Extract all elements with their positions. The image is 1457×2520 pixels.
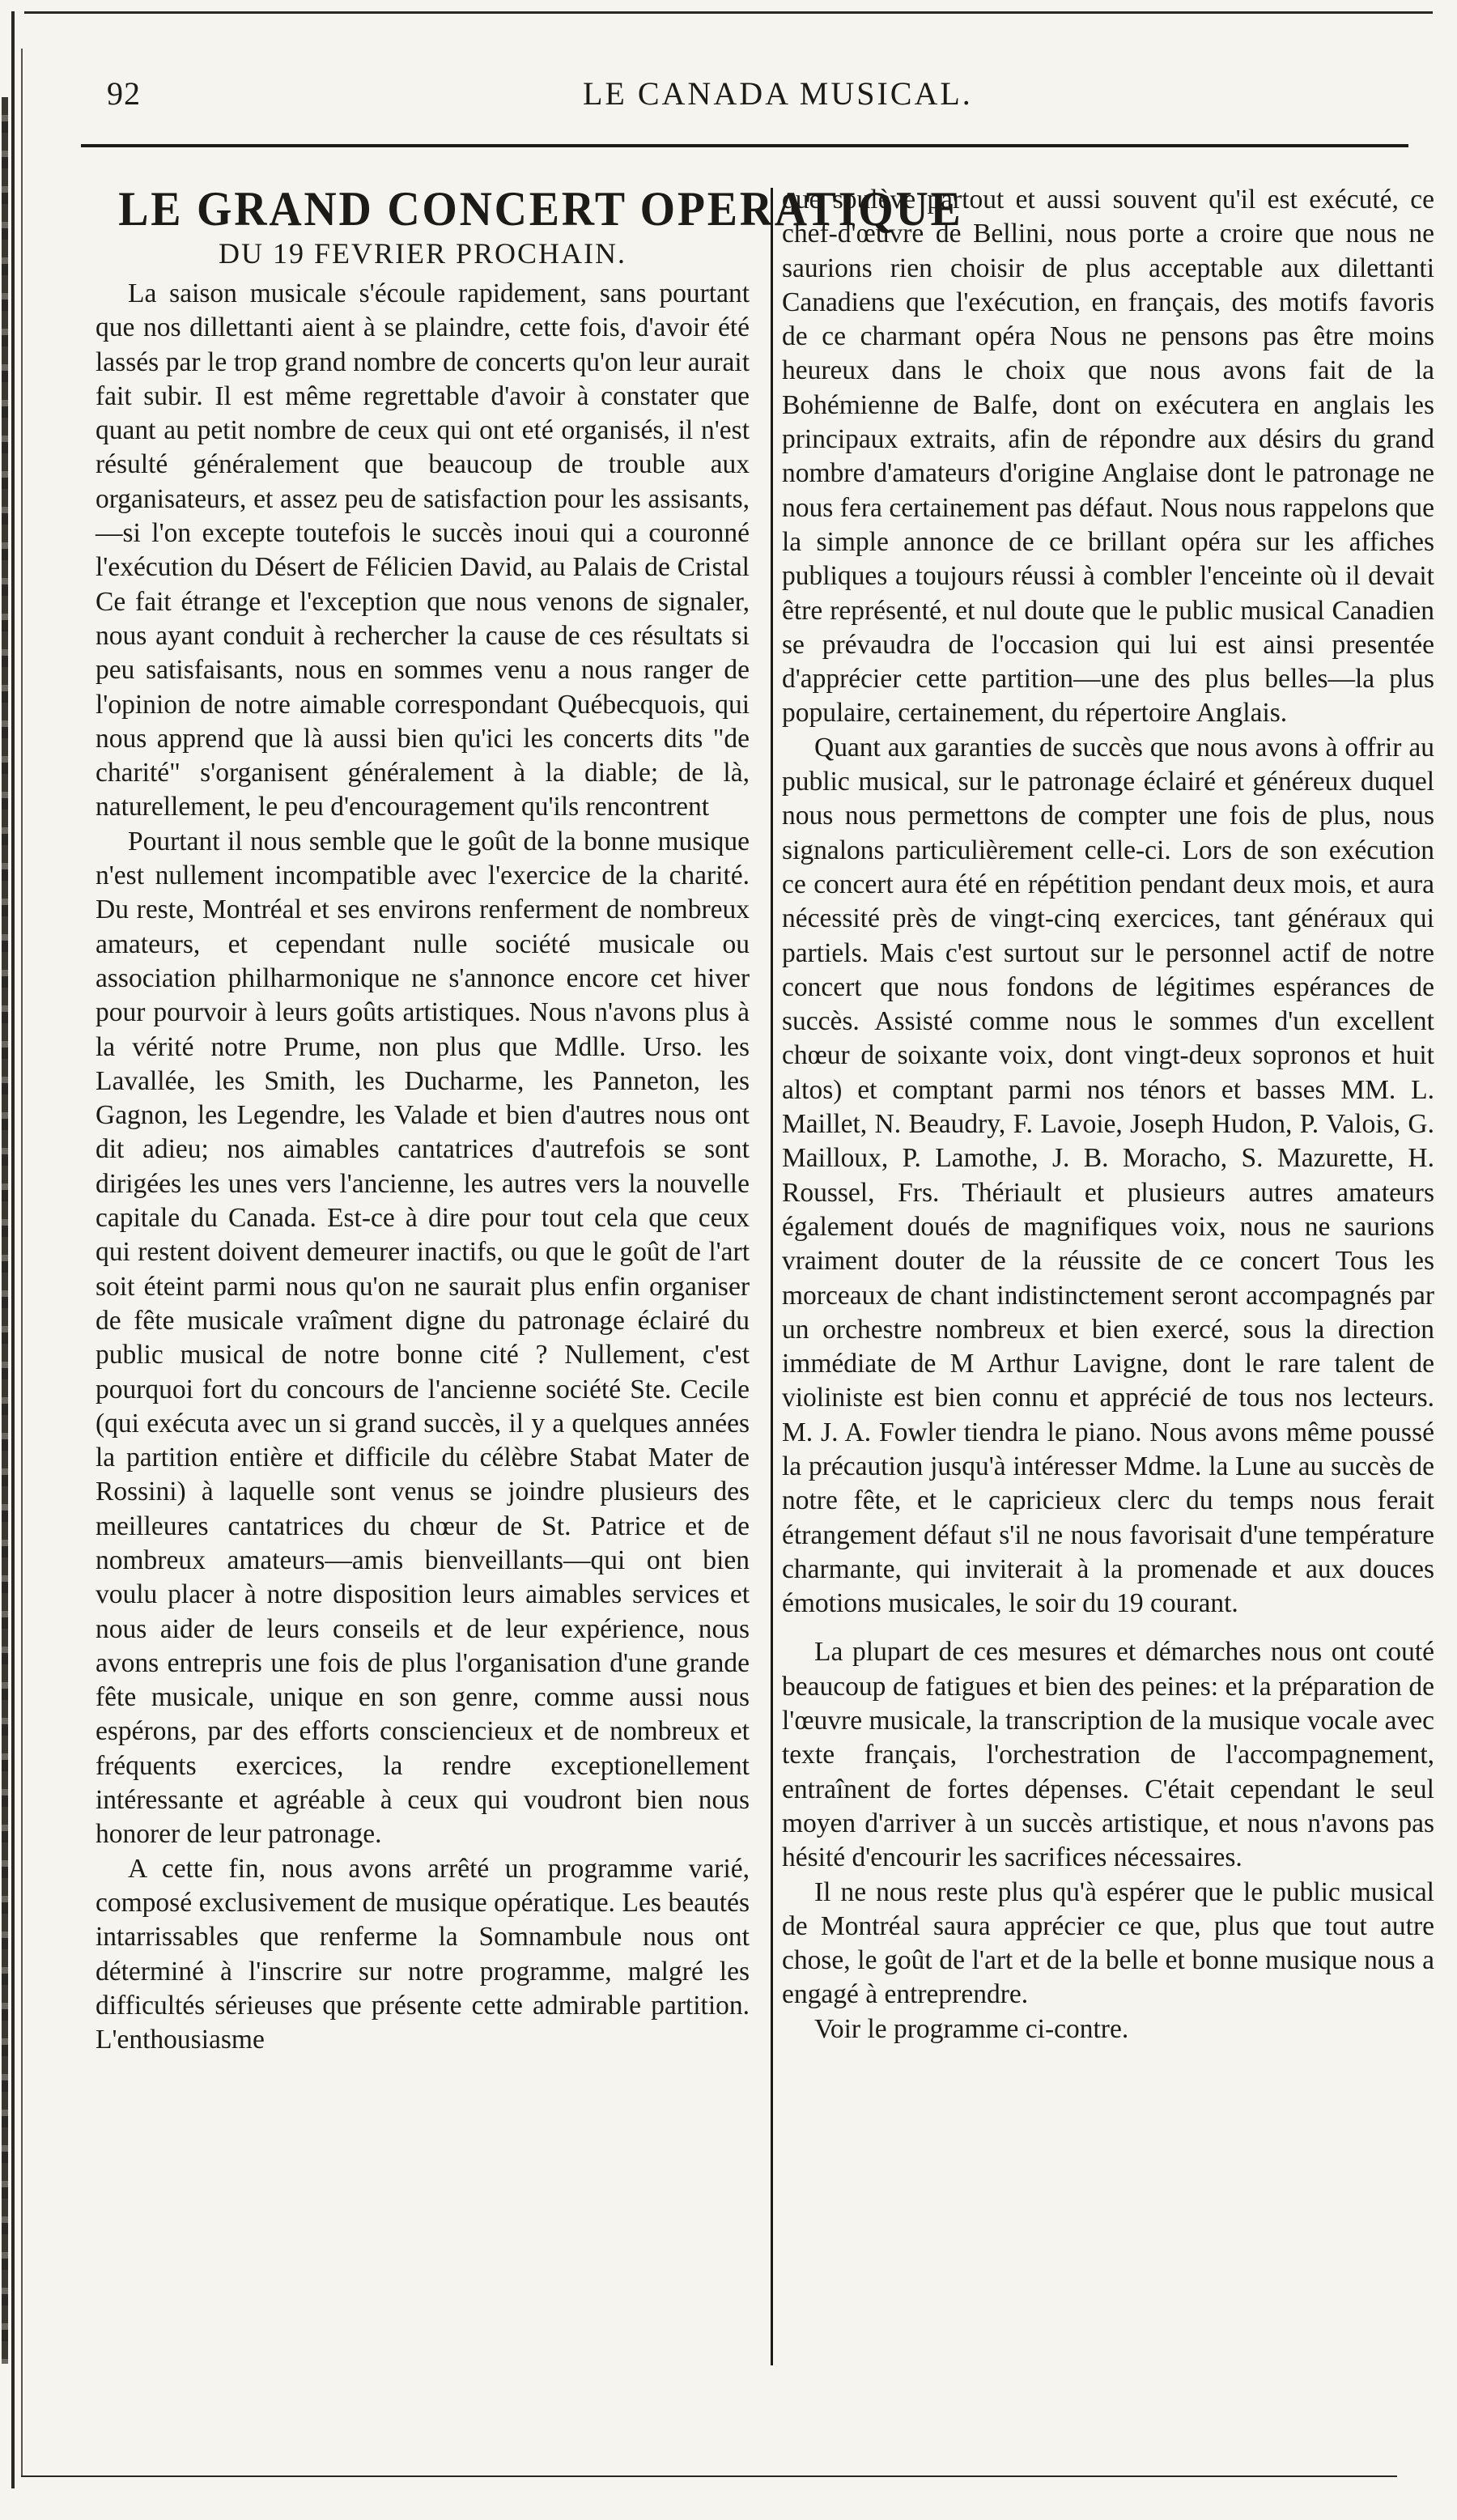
right-paragraph: La plupart de ces mesures et démarches nous ont couté beaucoup de fatigues et bien des peines: et la préparation de l'œuvre musicale, la transcription de la musique vocale avec texte français, l'orchestration de l'accompagnement, entraînent de fortes dépenses. C'était cependant le seul moyen d'arriver à un succès artistique, et nous n'avons pas hésité d'encourir les sacrifices nécessaires. [782,1637,1434,1873]
binding-edge [2,97,8,2364]
right-paragraph: que soulève partout et aussi souvent qu'il est exécuté, ce chef-d'œuvre de Bellini, nous porte a croire que nous ne saurions rien choisir de plus acceptable aux dilettanti Canadiens que l'exécution, en français, des motifs favoris de ce charmant opéra Nous ne pensons pas être moins heureux dans le choix que nous avons fait de la Bohémienne de Balfe, dont on exécutera en anglais les principaux extraits, afin de répondre aux désirs du grand nombre d'amateurs d'origine Anglaise dont le patronage ne nous fera certainement pas défaut. Nous nous rappelons que la simple annonce de ce brillant opéra sur les affiches publiques a toujours réussi à combler l'enceinte où il devait être représenté, et nul doute que le public musical Canadien se prévaudra de l'occasion qui lui est ainsi presentée d'apprécier cette partition—une des plus belles—la plus populaire, certainement, du répertoire Anglais. [782,185,1434,729]
page-border-left [11,11,15,2488]
right-paragraph: Voir le programme ci-contre. [814,2013,1129,2044]
page-border-inner-left [21,49,23,2477]
paragraph-gap [782,1621,1434,1635]
left-column [96,182,963,2057]
page-border-top [24,11,1433,14]
running-head: LE CANADA MUSICAL. [583,75,973,112]
column-rule [771,188,773,2365]
article-title: LE GRAND CONCERT OPERATIQUE [118,182,963,236]
left-paragraph: Pourtant il nous semble que le goût de la bonne musique n'est nullement incompatible avec l'exercice de la charité. Du reste, Montréal et ses environs renferment de nombreux amateurs, et cependant nulle société musicale ou association philharmonique ne s'annonce encore cet hiver pour pourvoir à leurs goûts artistiques. Nous n'avons plus à la vérité notre Prume, non plus que Mdlle. Urso. les Lavallée, les Smith, les Ducharme, les Panneton, les Gagnon, les Legendre, les Valade et bien d'autres nous ont dit adieu; nos aimables cantatrices d'autrefois se sont dirigées les unes vers l'ancienne, les autres vers la nouvelle capitale du Canada. Est-ce à dire pour tout cela que ceux qui restent doivent demeurer inactifs, ou que le goût de l'art soit éteint parmi nous qu'on ne saurait plus enfin organiser de fête musicale vraîment digne du patronage éclairé du public musical de notre bonne cité ? Nullement, c'est pourquoi fort du concours de l'ancienne société Ste. Cecile (qui exécuta avec un si grand succès, il y a quelques années la partition entière et difficile du célèbre Stabat Mater de Rossini) à laquelle sont venus se joindre plusieurs des meilleures cantatrices du chœur de St. Patrice et de nombreux amateurs—amis bienveillants—qui ont bien voulu placer à notre disposition leurs aimables services et nous aider de leurs conseils et de leur expérience, nous avons entrepris une fois de plus l'organisation d'une grande fête musicale, unique en son genre, comme aussi nous espérons, par des efforts consciencieux et de nombreux et fréquents exercices, la rendre exceptionellement intéressante et agréable à ceux qui voudront bien nous honorer de leur patronage. [96,826,750,1850]
right-column [782,183,1434,2046]
left-paragraph: A cette fin, nous avons arrêté un programme varié, composé exclusivement de musique opératique. Les beautés intarrissables que renferme la Somnambule nous ont déterminé à l'inscrire sur notre programme, malgré les difficultés sérieuses que présente cette admirable partition. L'enthousiasme [96,1853,750,2055]
article-subtitle: DU 19 FEVRIER PROCHAIN. [218,237,627,270]
right-paragraph: Quant aux garanties de succès que nous avons à offrir au public musical, sur le patronage éclairé et généreux duquel nous nous permettons de compter une fois de plus, nous signalons particulièrement celle-ci. Lors de son exécution ce concert aura été en répétition pendant deux mois, et aura nécessité près de vingt-cinq exercices, tant généraux qui partiels. Mais c'est surtout sur le personnel actif de notre concert que nous fondons de légitimes espérances de succès. Assisté comme nous le sommes d'un excellent chœur de soixante voix, dont vingt-deux sopronos et huit altos) et comptant parmi nos ténors et basses MM. L. Maillet, N. Beaudry, F. Lavoie, Joseph Hudon, P. Valois, G. Mailloux, P. Lamothe, J. B. Moracho, S. Mazurette, H. Roussel, Frs. Thériault et plusieurs autres amateurs également doués de magnifiques voix, nous ne saurions vraiment douter de la réussite de ce concert Tous les morceaux de chant indistinctement seront accompagnés par un orchestre nombreux et bien exercé, sous la direction immédiate de M Arthur Lavigne, dont le rare talent de violiniste est bien connu et apprécié de tous nos lecteurs. M. J. A. Fowler tiendra le piano. Nous avons même poussé la précaution jusqu'à intéresser Mdme. la Lune au succès de notre fête, et le capricieux clerc du temps nous ferait étrangement défaut s'il ne nous favorisait d'une température charmante, qui inviterait à la promenade et aux douces émotions musicales, le soir du 19 courant. [782,732,1434,1619]
page-border-bottom [21,2475,1397,2477]
page-number: 92 [107,75,141,112]
right-paragraph: Il ne nous reste plus qu'à espérer que le public musical de Montréal saura apprécier ce que, plus que tout autre chose, le goût de l'art et de la belle et bonne musique nous a engagé à entreprendre. [782,1876,1434,2010]
left-paragraph: La saison musicale s'écoule rapidement, sans pourtant que nos dillettanti aient à se plaindre, cette fois, d'avoir été lassés par le trop grand nombre de concerts qu'on leur aurait fait subir. Il est même regrettable d'avoir à constater que quant au petit nombre de ceux qui ont eté organisés, il n'est résulté généralement que beaucoup de trouble aux organisateurs, et assez peu de satisfaction pour les assisants,—si l'on excepte toutefois le succès inoui qui a couronné l'exécution du Désert de Félicien David, au Palais de Cristal Ce fait étrange et l'exception que nous venons de signaler, nous ayant conduit à rechercher la cause de ces résultats si peu satisfaisants, nous en sommes venu a nous ranger de l'opinion de notre aimable correspondant Québecquois, qui nous apprend que là aussi bien qu'ici les concerts dits "de charité" s'organisent généralement à la diable; de là, naturellement, le peu d'encouragement qu'ils rencontrent [96,278,750,822]
header-rule [81,144,1408,147]
